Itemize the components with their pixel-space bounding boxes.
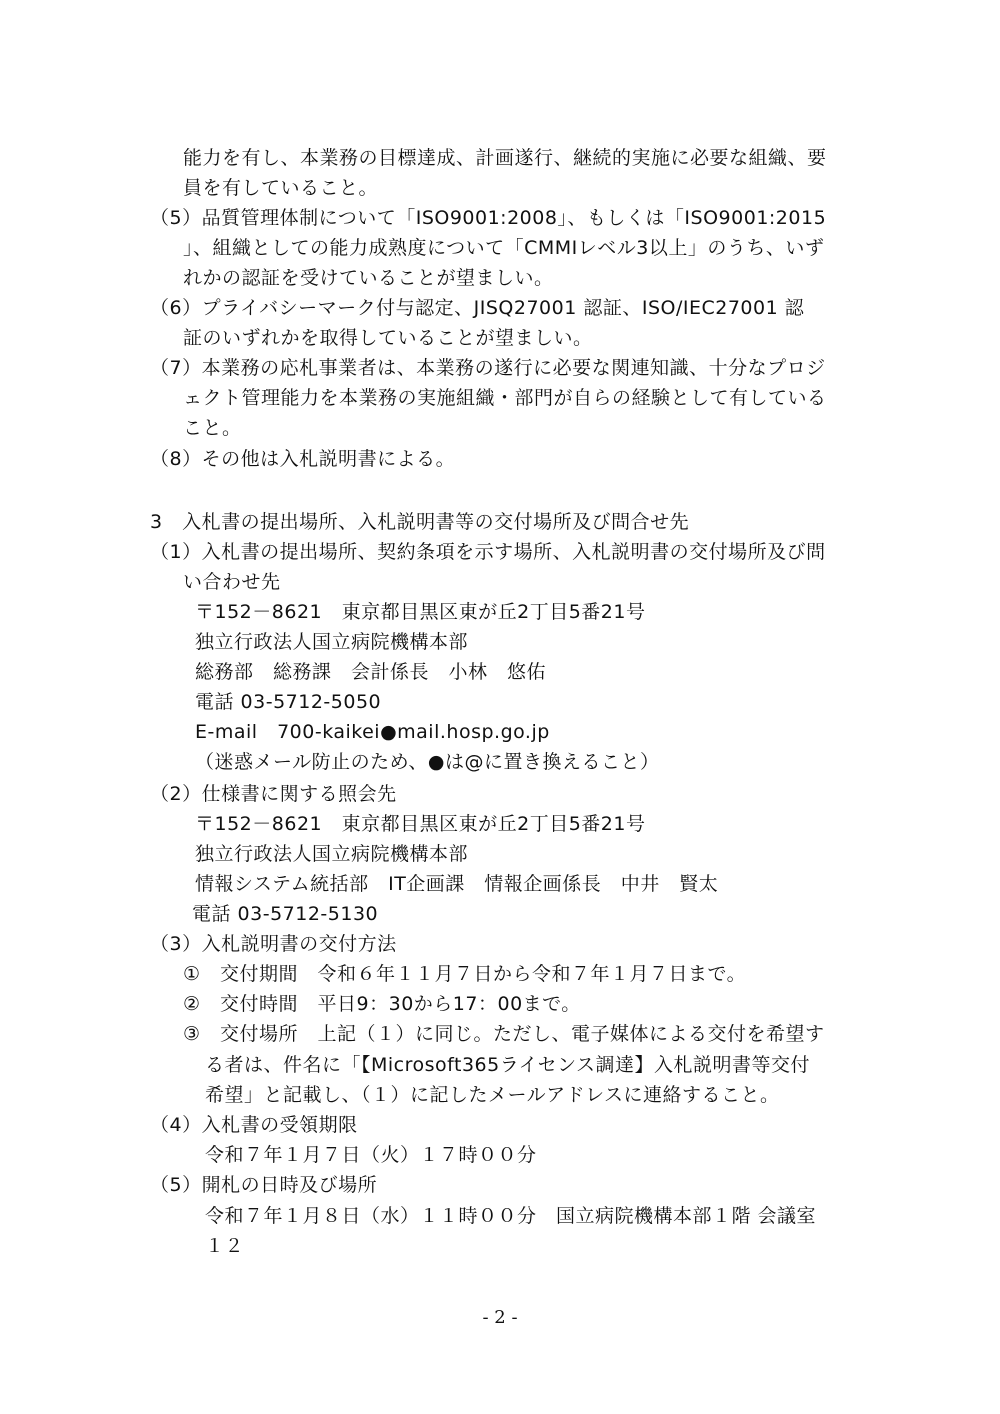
- text-line: れかの認証を受けていることが望ましい。: [183, 267, 554, 289]
- organization-line: 独立行政法人国立病院機構本部: [195, 843, 469, 865]
- text-line: （5）開札の日時及び場所: [150, 1174, 378, 1196]
- text-line: （7）本業務の応札事業者は、本業務の遂行に必要な関連知識、十分なプロジ: [150, 357, 826, 379]
- address-line: 〒152－8621 東京都目黒区東が丘2丁目5番21号: [195, 813, 646, 835]
- text-line: 能力を有し、本業務の目標達成、計画遂行、継続的実施に必要な組織、要: [183, 147, 827, 169]
- text-line: （1）入札書の提出場所、契約条項を示す場所、入札説明書の交付場所及び問: [150, 541, 826, 563]
- text-line: 」、組織としての能力成熟度について「CMMIレベル3以上」のうち、いず: [183, 237, 825, 259]
- text-line: （4）入札書の受領期限: [150, 1114, 358, 1136]
- contact-person-line: 情報システム統括部 IT企画課 情報企画係長 中井 賢太: [195, 873, 719, 895]
- contact-person-line: 総務部 総務課 会計係長 小林 悠佑: [195, 661, 547, 683]
- list-item: ③ 交付場所 上記（１）に同じ。ただし、電子媒体による交付を希望す: [183, 1023, 825, 1045]
- text-line: 希望」と記載し、（１）に記したメールアドレスに連絡すること。: [205, 1084, 780, 1106]
- text-line: （8）その他は入札説明書による。: [150, 448, 456, 470]
- opening-line: 令和７年１月８日（水）１１時００分 国立病院機構本部１階 会議室: [205, 1205, 817, 1227]
- deadline-line: 令和７年１月７日（火）１７時００分: [205, 1144, 537, 1166]
- text-line: る者は、件名に「【Microsoft365ライセンス調達】入札説明書等交付: [205, 1054, 811, 1076]
- list-item: ① 交付期間 令和６年１１月７日から令和７年１月７日まで。: [183, 963, 747, 985]
- text-line: い合わせ先: [183, 571, 281, 593]
- text-line: （5）品質管理体制について「ISO9001:2008」、もしくは「ISO9001:2015: [150, 207, 827, 229]
- phone-line: 電話 03-5712-5130: [192, 903, 379, 925]
- phone-line: 電話 03-5712-5050: [195, 691, 382, 713]
- list-item: ② 交付時間 平日9：30から17：00まで。: [183, 993, 581, 1015]
- organization-line: 独立行政法人国立病院機構本部: [195, 631, 469, 653]
- text-line: （2）仕様書に関する照会先: [150, 783, 397, 805]
- section-heading: 3 入札書の提出場所、入札説明書等の交付場所及び問合せ先: [150, 511, 690, 533]
- text-line: こと。: [183, 417, 242, 439]
- text-line: １２: [205, 1235, 245, 1257]
- text-line: ェクト管理能力を本業務の実施組織・部門が自らの経験として有している: [183, 387, 827, 409]
- text-line: 証のいずれかを取得していることが望ましい。: [183, 327, 593, 349]
- email-note-line: （迷惑メール防止のため、●は@に置き換えること）: [195, 751, 660, 773]
- text-line: （3）入札説明書の交付方法: [150, 933, 397, 955]
- address-line: 〒152－8621 東京都目黒区東が丘2丁目5番21号: [195, 601, 646, 623]
- page-number: - 2 -: [482, 1307, 518, 1328]
- text-line: 員を有していること。: [183, 177, 379, 199]
- email-line: E-mail 700-kaikei●mail.hosp.go.jp: [195, 721, 550, 743]
- text-line: （6）プライバシーマーク付与認定、JISQ27001 認証、ISO/IEC27001 認: [150, 297, 805, 319]
